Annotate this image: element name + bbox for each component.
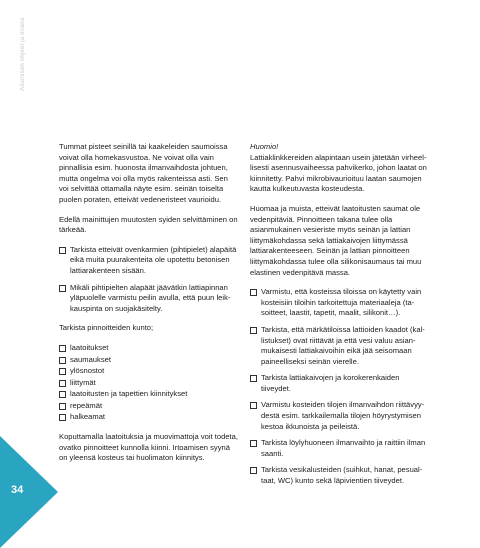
- checklist-item: [250, 373, 430, 394]
- note-title: Huomio!: [250, 142, 279, 151]
- checkbox-icon: [250, 375, 257, 382]
- checkbox-icon: [59, 391, 66, 398]
- checkbox-icon: [59, 368, 66, 375]
- checkbox-icon: [59, 357, 66, 364]
- checklist-item-text: Varmistu, että kosteissa tiloissa on käytetty vain kosteisiin tiloihin tarkoitettuja materiaaleja (tasoitteet, laastit, tapetit, maalit, silikonit…).: [261, 287, 422, 318]
- checkbox-icon: [59, 285, 66, 292]
- checklist-item-text: Tarkista vesikalusteiden (suihkut, hanat, pesualtaat, WC) kunto sekä läpivientien tiiveydet.: [261, 465, 423, 486]
- checklist-item-text: halkeamat: [70, 412, 106, 422]
- paragraph: Huomaa ja muista, etteivät laatoitusten saumat ole vedenpitäviä. Pinnoitteen takana tulee olla asianmukainen vesieriste myös seinän ja lattian liittymäkohdassa sekä lattiakaivojen liittymässä lattiarakenteeseen. Seinän ja lattian pinnoitteen liittymäkohdassa tulee olla silikonisaumaus tai muu elastinen vedenpitävä massa.: [250, 203, 422, 277]
- checkbox-icon: [250, 327, 257, 334]
- checklist-item: [59, 378, 239, 389]
- checklist-item: [250, 400, 430, 432]
- paragraph: Koputtamalla laatoituksia ja muovimattoja voit todeta, ovatko pinnoitteet kunnolla kiinni. Irtoamisen syynä on yleensä kosteus tai huolimaton kiinnitys.: [59, 432, 238, 463]
- checkbox-icon: [59, 247, 66, 254]
- checklist-item: [59, 355, 239, 366]
- checklist-item-text: Tarkista, että märkätiloissa lattioiden kaadot (kallistukset) ovat riittävät ja että vesi valuu asianmukaisesti lattiakaivoihin eikä jää seisomaan paineelliseksi seinän vierelle.: [261, 324, 425, 366]
- checklist-item-text: saumaukset: [70, 354, 111, 364]
- right-column: [250, 142, 430, 496]
- checklist-item: [250, 465, 430, 486]
- checklist: [59, 343, 239, 423]
- checklist-item-text: Tarkista etteivät ovenkarmien (pihtipielet) alapäitä eikä muita puurakenteita ole upotettu betonisen lattiarakenteen sisään.: [70, 244, 237, 275]
- checklist-item-text: liittymät: [70, 377, 96, 387]
- paragraph: Tummat pisteet seinillä tai kaakeleiden saumoissa voivat olla homekasvustoa. Ne voivat olla vain pinnallisia esim. huonosta ilmanvaihdosta johtuen, mutta ongelma voi olla myös rakenteissa asti. Sen voi selvittää ottamalla näyte esim. seinän toiselta puolen poraten, etteivät vedeneristeet vaurioidu.: [59, 142, 228, 204]
- page-number: 34: [11, 484, 24, 496]
- checkbox-icon: [59, 403, 66, 410]
- checklist-item-text: Tarkista löylyhuoneen ilmanvaihto ja raittiin ilman saanti.: [261, 438, 426, 458]
- checklist-item: [59, 245, 239, 277]
- checkbox-icon: [250, 402, 257, 409]
- page-number-tab: [0, 436, 58, 548]
- checkbox-icon: [250, 289, 257, 296]
- checklist-item-text: ylösnostot: [70, 366, 105, 376]
- checkbox-icon: [250, 440, 257, 447]
- checklist-item: [59, 401, 239, 412]
- checkbox-icon: [250, 467, 257, 474]
- paragraph: Edellä mainittujen muutosten syiden selvittäminen on tärkeää.: [59, 214, 238, 235]
- checkbox-icon: [59, 380, 66, 387]
- checklist-item: [59, 343, 239, 354]
- checkbox-icon: [59, 345, 66, 352]
- checklist-item: [59, 283, 239, 315]
- checklist-item: [59, 389, 239, 400]
- checklist-item: [59, 412, 239, 423]
- checklist-item: [59, 366, 239, 377]
- checklist: [59, 245, 239, 315]
- checklist-item-text: laatoitukset: [70, 342, 109, 352]
- checklist-item-text: repeämät: [70, 400, 103, 410]
- checklist-item-text: Tarkista lattiakaivojen ja korokerenkaiden tiiveydet.: [261, 373, 400, 393]
- paragraph: Lattiaklinkkereiden alapintaan usein jätetään virheellisesti asennusvaiheessa pahvikerko, johon laatat on kiinnitetty. Pahvi mikrobivaurioituu laatan saumojen kautta kulkeutuvasta kosteudesta.: [250, 152, 427, 194]
- checklist: [250, 287, 430, 487]
- checklist-item: [250, 438, 430, 459]
- paragraph: Tarkista pinnoitteiden kunto;: [59, 323, 154, 333]
- left-column: [59, 142, 239, 473]
- checklist-item-text: laatoitusten ja tapettien kiinnitykset: [70, 389, 188, 399]
- checklist-item: [250, 325, 430, 367]
- checklist-item-text: Varmistu kosteiden tilojen ilmanvaihdon riittävyydestä esim. tarkkailemalla tilojen höyrystymisen kestoa ikkunoista ja peileistä.: [261, 400, 425, 431]
- running-header-vertical: Asumisen ohjeet ja eväitä: [20, 18, 26, 92]
- checkbox-icon: [59, 414, 66, 421]
- checklist-item: [250, 287, 430, 319]
- checklist-item-text: Mikäli pihtipielten alapäät jäävätkin lattiapinnan yläpuolelle varmistu peilin avulla, että puun leikkauspinta on suojakäsitelty.: [70, 282, 231, 313]
